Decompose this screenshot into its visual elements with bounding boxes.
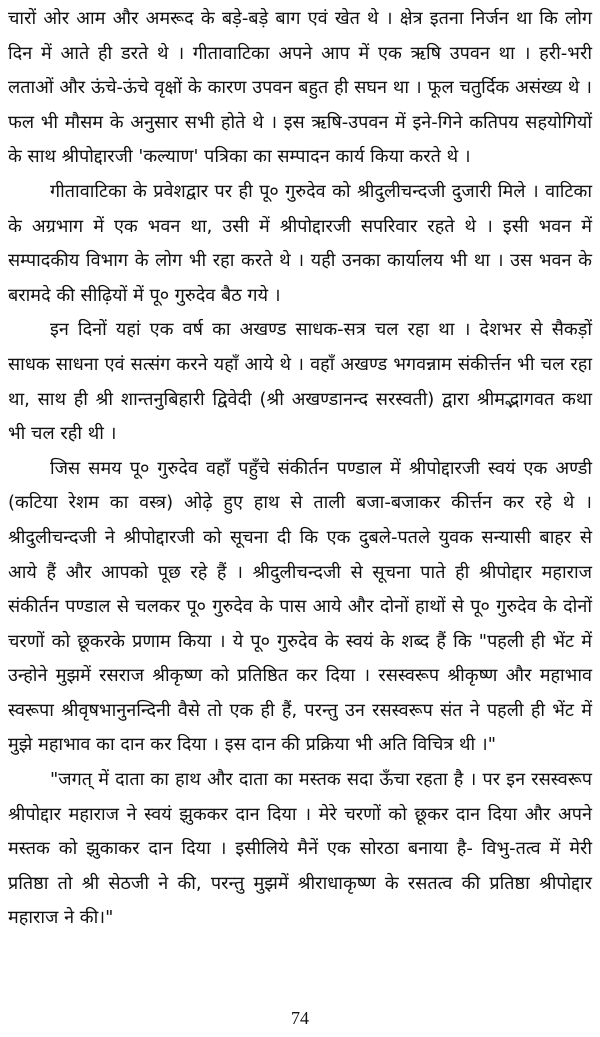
paragraph-first-meeting: जिस समय पू० गुरुदेव वहाँ पहुँचे संकीर्तन पण्डाल में श्रीपोद्दारजी स्वयं एक अण्डी (कटिया रेशम का वस्त्र) ओढ़े हुए हाथ से ताली बजा-बजाकर कीर्त्तन कर रहे थे । श्रीदुलीचन्दजी ने श्रीपोद्दारजी को सूचना दी कि एक दुबले-पतले युवक सन्यासी बाहर से आये हैं और आपको पूछ रहे हैं । श्रीदुलीचन्दजी से सूचना पाते ही श्रीपोद्दार महाराज संकीर्तन पण्डाल से चलकर पू० गुरुदेव के पास आये और दोनों हाथों से पू० गुरुदेव के दोनों चरणों को छूकरके प्रणाम किया । ये पू० गुरुदेव के स्वयं के शब्द हैं कि "पहली ही भेंट में उन्होने मुझमें रसराज श्रीकृष्ण को प्रतिष्ठित कर दिया । रसस्वरूप श्रीकृष्ण और महाभाव स्वरूपा श्रीवृषभानुनन्दिनी वैसे तो एक ही हैं, परन्तु उन रसस्वरूप संत ने पहली ही भेंट में मुझे महाभाव का दान कर दिया । इस दान की प्रक्रिया भी अति विचित्र थी ।" bbox=[8, 457, 592, 756]
paragraph-meeting-dulichandji: गीतावाटिका के प्रवेशद्वार पर ही पू० गुरुदेव को श्रीदुलीचन्दजी दुजारी मिले । वाटिका के अग्रभाग में एक भवन था, उसी में श्रीपोद्दारजी सपरिवार रहते थे । इसी भवन में सम्पादकीय विभाग के लोग भी रहा करते थे । यही उनका कार्यालय भी था । उस भवन के बरामदे की सीढ़ियों में पू० गुरुदेव बैठ गये । bbox=[8, 180, 592, 306]
page-number: 74 bbox=[291, 1008, 309, 1028]
paragraph-quote-giver: "जगत् में दाता का हाथ और दाता का मस्तक सदा ऊँचा रहता है । पर इन रसस्वरूप श्रीपोद्दार महाराज ने स्वयं झुककर दान दिया । मेरे चरणों को छूकर दान दिया और अपने मस्तक को झुकाकर दान दिया । इसीलिये मैनें एक सोरठा बनाया है- विभु-तत्व में मेरी प्रतिष्ठा तो श्री सेठजी ने की, परन्तु मुझमें श्रीराधाकृष्ण के रसतत्व की प्रतिष्ठा श्रीपोद्दार महाराज ने की।" bbox=[8, 769, 592, 929]
paragraph-gitavatika-surroundings: चारों ओर आम और अमरूद के बड़े-बड़े बाग एवं खेत थे । क्षेत्र इतना निर्जन था कि लोग दिन में आते ही डरते थे । गीतावाटिका अपने आप में एक ऋषि उपवन था । हरी-भरी लताओं और ऊंचे-ऊंचे वृक्षों के कारण उपवन बहुत ही सघन था । फूल चतुर्दिक असंख्य थे । फल भी मौसम के अनुसार सभी होते थे । इस ऋषि-उपवन में इने-गिने कतिपय सहयोगियों के साथ श्रीपोद्दारजी 'कल्याण' पत्रिका का सम्पादन कार्य किया करते थे । bbox=[8, 8, 592, 168]
page-body bbox=[8, 2, 592, 936]
paragraph-sadhak-satra: इन दिनों यहां एक वर्ष का अखण्ड साधक-सत्र चल रहा था । देशभर से सैकड़ों साधक साधना एवं सत्संग करने यहाँ आये थे । वहाँ अखण्ड भगवन्नाम संकीर्त्तन भी चल रहा था, साथ ही श्री शान्तनुबिहारी द्विवेदी (श्री अखण्डानन्द सरस्वती) द्वारा श्रीमद्भागवत कथा भी चल रही थी । bbox=[8, 319, 592, 445]
